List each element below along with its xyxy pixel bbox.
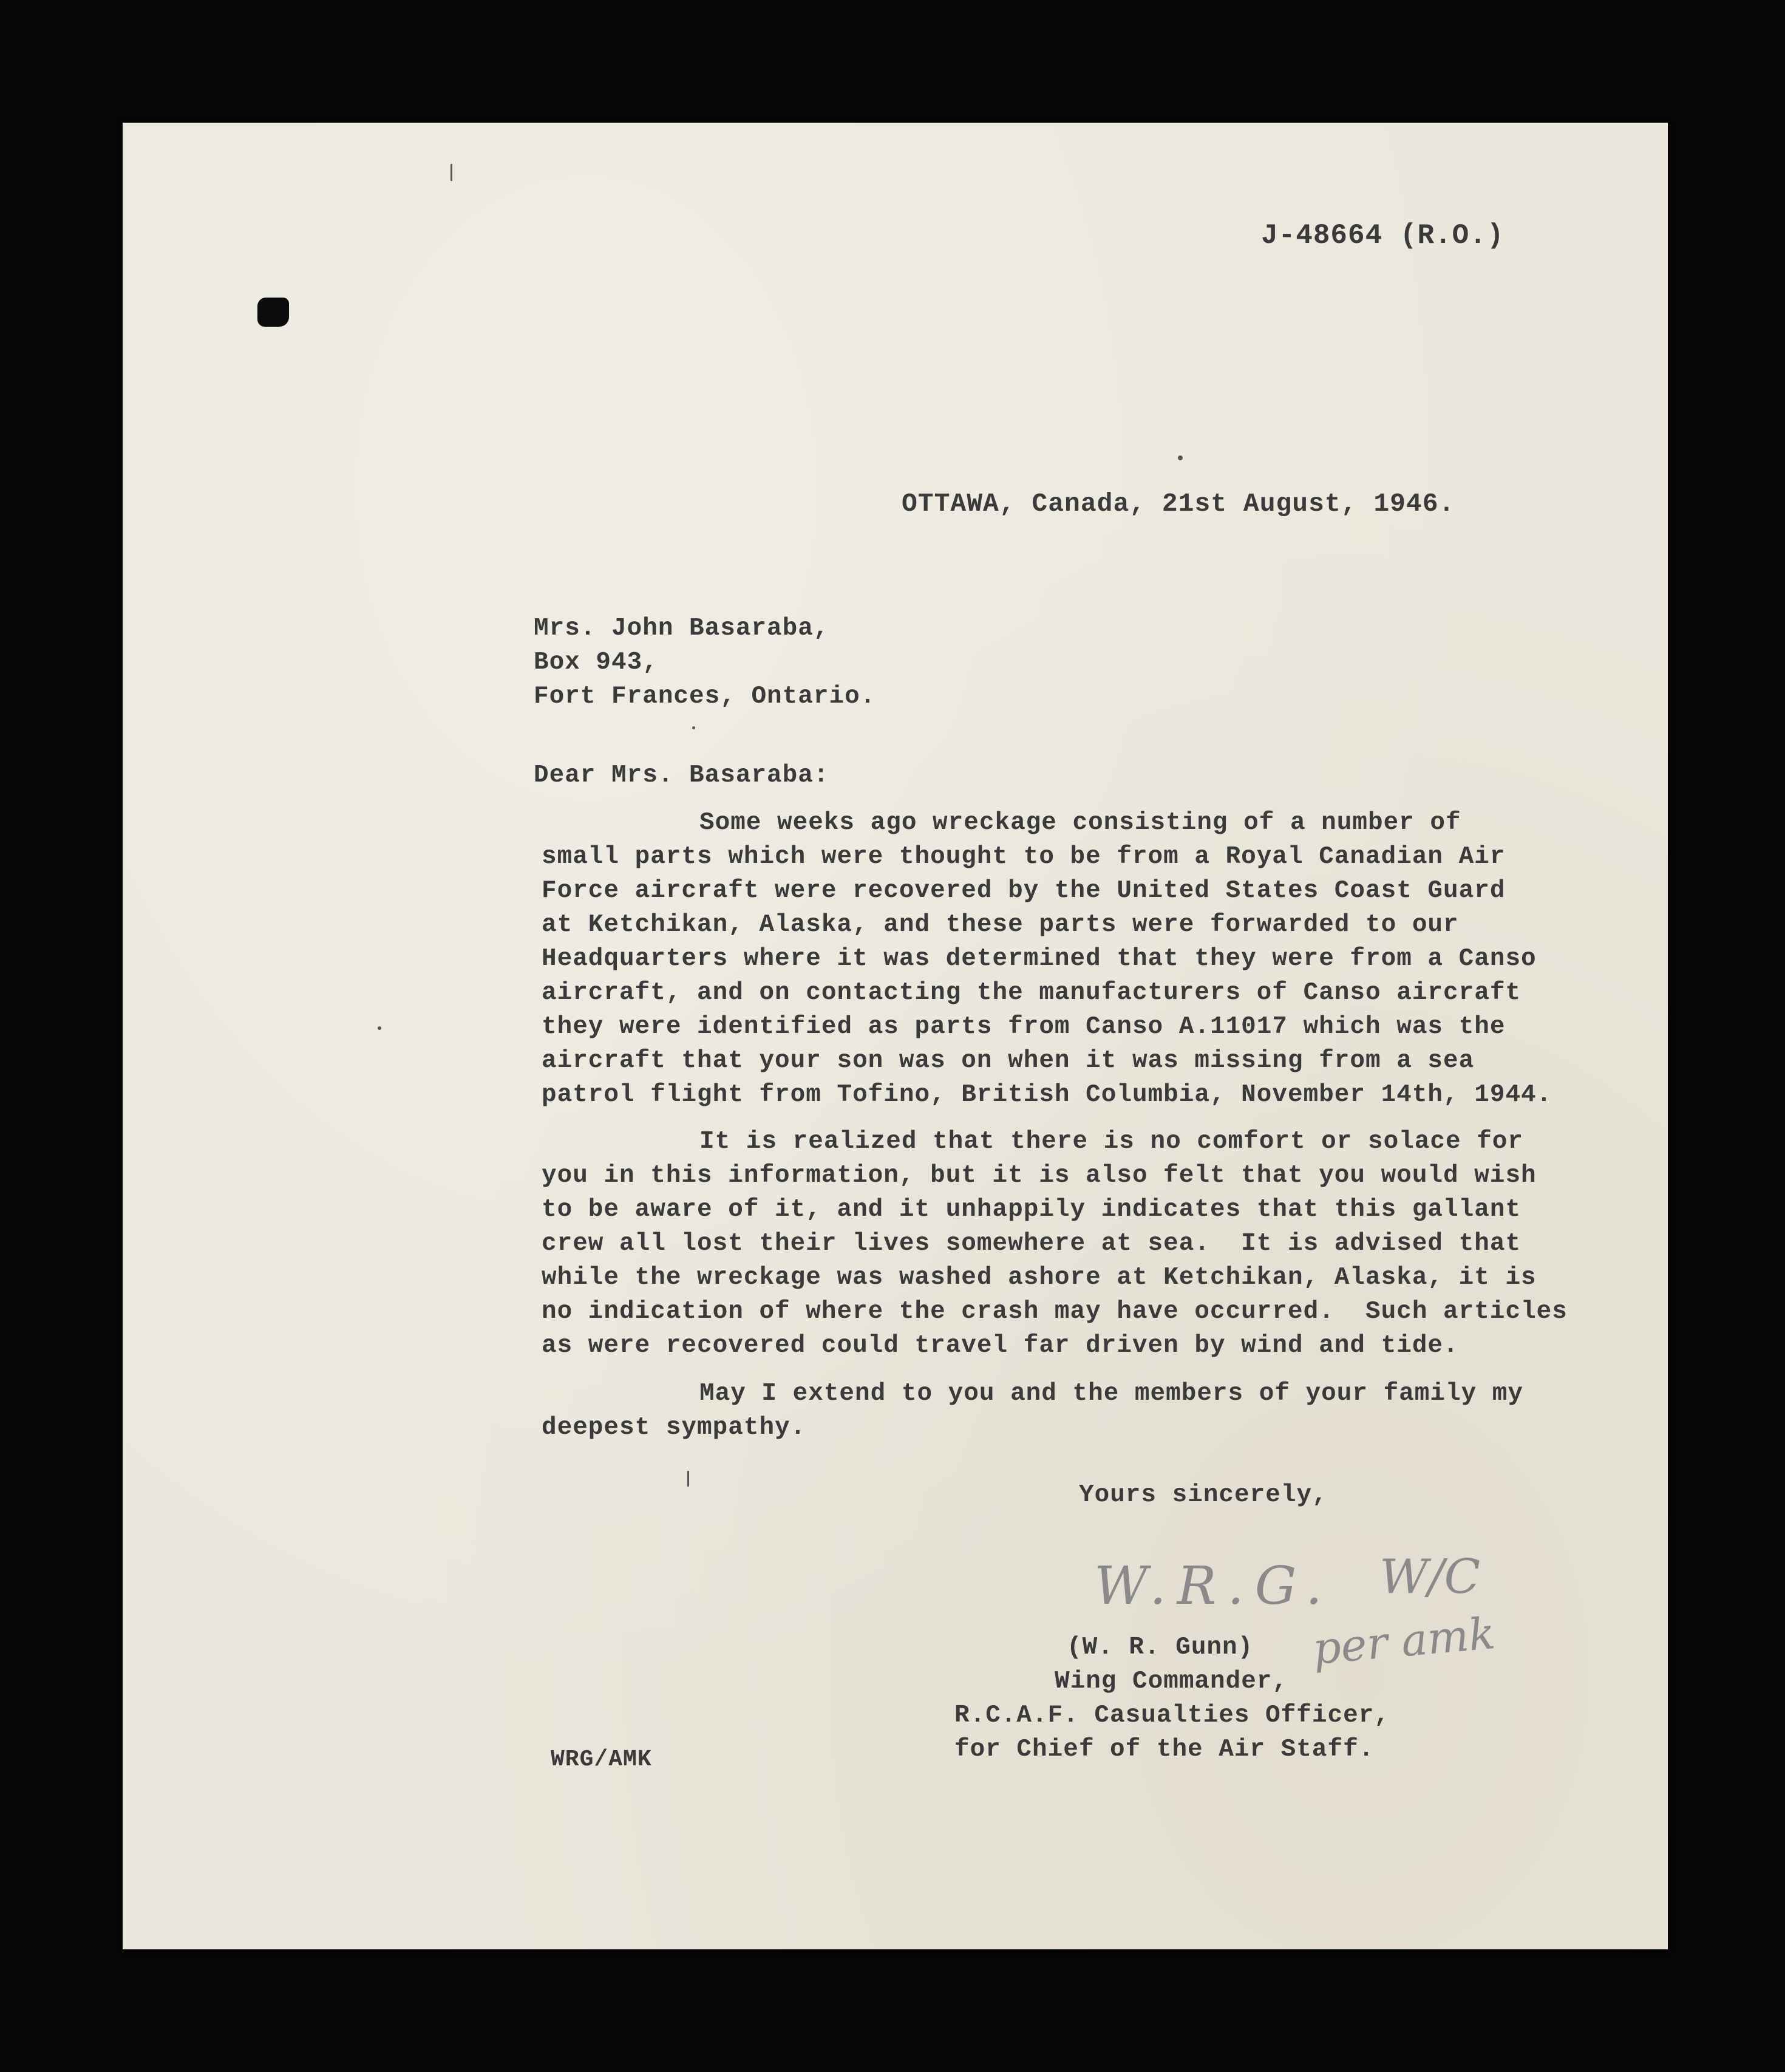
- dateline: OTTAWA, Canada, 21st August, 1946.: [902, 489, 1455, 519]
- signatory-name: (W. R. Gunn): [1067, 1634, 1254, 1661]
- paragraph-line: crew all lost their lives somewhere at sea. It is advised that: [542, 1230, 1521, 1258]
- signatory-for: for Chief of the Air Staff.: [954, 1736, 1375, 1764]
- paragraph-line: Force aircraft were recovered by the United States Coast Guard: [542, 877, 1506, 905]
- paragraph-line: you in this information, but it is also felt that you would wish: [542, 1162, 1537, 1190]
- paragraph-line: aircraft, and on contacting the manufacturers of Canso aircraft: [542, 979, 1521, 1007]
- paragraph-3: [542, 1377, 1586, 1445]
- handwritten-per: per amk: [1310, 1607, 1497, 1674]
- closing: Yours sincerely,: [1079, 1481, 1328, 1509]
- paragraph-line: Headquarters where it was determined that they were from a Canso: [542, 945, 1537, 973]
- paragraph-line: patrol flight from Tofino, British Columbia, November 14th, 1944.: [542, 1081, 1552, 1109]
- paragraph-line: while the wreckage was washed ashore at Ketchikan, Alaska, it is: [542, 1264, 1537, 1292]
- signatory-rank: Wing Commander,: [1055, 1668, 1288, 1695]
- paragraph-line: no indication of where the crash may have occurred. Such articles: [542, 1298, 1568, 1326]
- recipient-city: Fort Frances, Ontario.: [534, 683, 876, 711]
- punch-hole: [257, 298, 289, 327]
- paragraph-2: [542, 1125, 1586, 1363]
- letter-page: [123, 123, 1668, 1949]
- handwritten-rank: W/C: [1379, 1550, 1481, 1604]
- handwritten-initials: W.R.G.: [1094, 1556, 1333, 1617]
- paragraph-line: small parts which were thought to be from a Royal Canadian Air: [542, 843, 1506, 871]
- recipient-box: Box 943,: [534, 649, 658, 676]
- paragraph-line: at Ketchikan, Alaska, and these parts were forwarded to our: [542, 911, 1459, 939]
- salutation: Dear Mrs. Basaraba:: [534, 762, 829, 789]
- recipient-name: Mrs. John Basaraba,: [534, 615, 829, 642]
- typist-initials: WRG/AMK: [551, 1747, 652, 1773]
- paragraph-line: May I extend to you and the members of your family my: [699, 1380, 1524, 1408]
- paragraph-1: [542, 806, 1586, 1112]
- paragraph-line: they were identified as parts from Canso A.11017 which was the: [542, 1013, 1506, 1041]
- signatory-title: R.C.A.F. Casualties Officer,: [954, 1702, 1390, 1730]
- paragraph-line: deepest sympathy.: [542, 1414, 806, 1442]
- paragraph-line: as were recovered could travel far driven by wind and tide.: [542, 1332, 1459, 1360]
- file-reference: J-48664 (R.O.): [1261, 220, 1504, 251]
- paragraph-line: It is realized that there is no comfort or solace for: [699, 1128, 1524, 1156]
- recipient-address: [534, 612, 875, 714]
- paragraph-line: aircraft that your son was on when it was missing from a sea: [542, 1047, 1475, 1075]
- paragraph-line: Some weeks ago wreckage consisting of a number of: [699, 809, 1461, 837]
- paragraph-line: to be aware of it, and it unhappily indicates that this gallant: [542, 1196, 1521, 1224]
- signature-block: [954, 1631, 1390, 1767]
